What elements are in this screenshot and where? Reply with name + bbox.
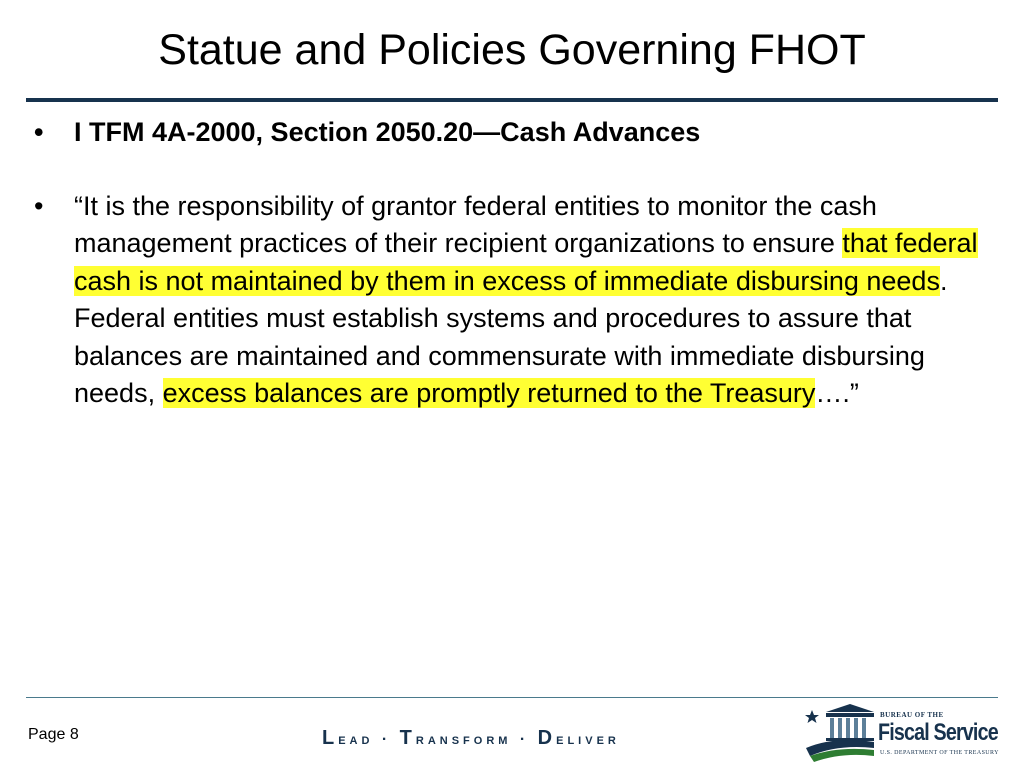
highlighted-text: excess balances are promptly returned to the Treasury <box>162 378 816 408</box>
bullet-list <box>30 114 980 413</box>
slide-title: Statue and Policies Governing FHOT <box>158 26 866 74</box>
page-number: Page 8 <box>28 726 79 743</box>
quote-text-part: . Federal entities must establish systems and procedures to assure that balances are maintained and commensurate with immediate disbursing needs, <box>74 265 948 408</box>
bullet-text: I TFM 4A-2000, Section 2050.20—Cash Advances <box>74 117 701 147</box>
footer-divider <box>26 697 998 698</box>
title-divider <box>26 98 998 102</box>
logo-bureau-text: BUREAU OF THE <box>880 711 944 719</box>
fiscal-service-logo <box>804 702 1004 764</box>
quote-text-part: “It is the responsibility of grantor federal entities to monitor the cash management practices of their recipient organizations to ensure <box>74 190 877 258</box>
treasury-building-icon <box>804 702 876 764</box>
bullet-dot-icon: • <box>34 190 44 221</box>
logo-department-text: U.S. DEPARTMENT OF THE TREASURY <box>880 750 999 756</box>
highlighted-text: that federal cash is not maintained by them in excess of immediate disbursing needs <box>74 228 978 296</box>
bullet-item-reference <box>30 114 980 152</box>
bullet-item-quote <box>30 188 980 413</box>
bullet-dot-icon: • <box>34 117 44 147</box>
quote-text-part: ….” <box>815 378 859 408</box>
tagline: Lead · Transform · Deliver <box>322 727 620 749</box>
logo-name-text: Fiscal Service <box>878 719 998 746</box>
